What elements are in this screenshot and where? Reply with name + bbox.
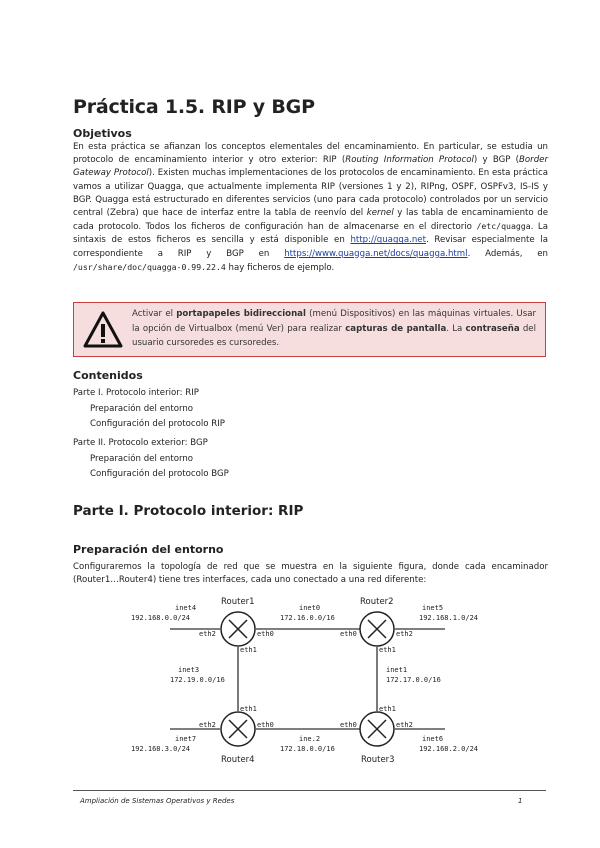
router-4 (221, 712, 255, 746)
inet4-label: inet4 (175, 604, 197, 612)
text-run: ) y BGP ( (473, 155, 520, 166)
router4-label: Router4 (221, 755, 255, 765)
inet5-ip: 192.168.1.0/24 (419, 614, 479, 622)
inet6-ip: 192.168.2.0/24 (419, 745, 479, 753)
toc-part2-item[interactable]: Configuración del protocolo BGP (90, 469, 229, 479)
text-run: del usuario cursoredes es cursoredes. (132, 323, 536, 348)
toc-part1-item[interactable]: Preparación del entorno (90, 403, 194, 414)
r1-eth0-label: eth0 (257, 630, 274, 638)
text-run: . La (446, 323, 466, 334)
toc-part1 (73, 386, 225, 433)
screenshots-term: capturas de pantalla (345, 323, 447, 334)
network-topology-diagram (125, 594, 495, 769)
r3-eth2-label: eth2 (396, 721, 413, 729)
r4-eth2-label: eth2 (199, 721, 216, 729)
quagga-link[interactable]: http://quagga.net (350, 235, 426, 246)
toc-part2 (73, 436, 229, 483)
inet1-label: inet1 (386, 666, 408, 674)
doc-path: /usr/share/doc/quagga-0.99.22.4 (73, 261, 226, 272)
objetivos-paragraph (73, 141, 548, 275)
r2-eth1-label: eth1 (379, 646, 396, 654)
clipboard-term: portapapeles bidireccional (176, 309, 306, 319)
inet0-label: inet0 (299, 604, 321, 612)
r2-eth2-label: eth2 (396, 630, 413, 638)
inet7-ip: 192.168.3.0/24 (131, 745, 191, 753)
router3-label: Router3 (361, 755, 395, 765)
objetivos-heading: Objetivos (73, 127, 132, 140)
footer-course-title: Ampliación de Sistemas Operativos y Redes (80, 797, 235, 805)
toc-part2-item[interactable]: Preparación del entorno (90, 453, 194, 464)
router1-label: Router1 (221, 597, 255, 607)
kernel-term: kernel (366, 208, 394, 219)
bgp-term: Border Gateway Protocol (73, 155, 548, 179)
r3-eth0-label: eth0 (340, 721, 357, 729)
r3-eth1-label: eth1 (379, 705, 396, 713)
inet1-ip: 172.17.0.0/16 (386, 676, 441, 684)
inet3-label: inet3 (178, 666, 200, 674)
warning-box (73, 302, 546, 357)
footer-divider (73, 790, 546, 791)
router2-label: Router2 (360, 597, 394, 607)
inet4-ip: 192.168.0.0/24 (131, 614, 191, 622)
r4-eth0-label: eth0 (257, 721, 274, 729)
text-run: . La sintaxis de estos ficheros es sencilla y está disponible en (73, 222, 548, 246)
warning-text (132, 307, 536, 351)
inet6-label: inet6 (422, 735, 444, 743)
text-run: Activar el (132, 309, 177, 319)
toc-part1-link[interactable]: Parte I. Protocolo interior: RIP (73, 388, 199, 398)
inet3-ip: 172.19.0.0/16 (170, 676, 225, 684)
r1-eth1-label: eth1 (240, 646, 257, 654)
section-heading: Parte I. Protocolo interior: RIP (73, 503, 304, 519)
inet7-label: inet7 (175, 735, 197, 743)
inet2-label: ine.2 (299, 735, 321, 743)
section-paragraph: Configuraremos la topología de red que se muestra en la siguiente figura, donde cada encaminador (Router1…Router4) tiene tres interfaces, cada uno conectado a una red diferente: (73, 562, 548, 586)
router-2 (360, 612, 394, 646)
quagga-docs-link[interactable]: https://www.quagga.net/docs/quagga.html (284, 248, 468, 259)
toc-part2-link[interactable]: Parte II. Protocolo exterior: BGP (73, 438, 208, 448)
router-1 (221, 612, 255, 646)
text-run: . Revisar especialmente la correspondiente a RIP y BGP en (73, 235, 549, 259)
contenidos-heading: Contenidos (73, 369, 143, 382)
router-3 (360, 712, 394, 746)
inet0-ip: 172.16.0.0/16 (280, 614, 335, 622)
config-dir-path: /etc/quagga (476, 221, 531, 232)
r1-eth2-label: eth2 (199, 630, 216, 638)
toc-part1-item[interactable]: Configuración del protocolo RIP (90, 419, 225, 429)
inet2-ip: 172.18.0.0/16 (280, 745, 335, 753)
text-run: hay ficheros de ejemplo. (225, 262, 335, 273)
rip-term: Routing Information Protocol (345, 155, 474, 166)
r4-eth1-label: eth1 (240, 705, 257, 713)
r2-eth0-label: eth0 (340, 630, 357, 638)
text-run: . Además, en (467, 248, 548, 259)
warning-icon (82, 309, 124, 351)
text-run: (menú Dispositivos) en las máquinas virtuales. Usar la opción de Virtualbox (menú Ver) para realizar (132, 309, 536, 334)
inet5-label: inet5 (422, 604, 444, 612)
subsection-heading: Preparación del entorno (73, 543, 224, 556)
text-run: ). Existen muchas implementaciones de los protocolos de encaminamiento. En esta práctica vamos a utilizar Quagga, que actualmente implementa RIP (versiones 1 y 2), RIPng, OSPF, OSPFv3, IS-IS y BGP. Quagga está estructurado en diferentes servicios (uno para cada protocolo) controlados por un servicio central (Zebra) que hace de interfaz entre la tabla de reenvío del (73, 168, 549, 219)
password-term: contraseña (465, 323, 520, 334)
text-run: y las tabla de encaminamiento de cada protocolo. Todos los ficheros de configuración han de almacenarse en el directorio (73, 208, 549, 233)
text-run: En esta práctica se afianzan los conceptos elementales del encaminamiento. En particular, se estudia un protocolo de encaminamiento interior y otro exterior: RIP ( (73, 142, 548, 166)
footer-page-number: 1 (518, 797, 523, 805)
page-title: Práctica 1.5. RIP y BGP (73, 96, 315, 118)
